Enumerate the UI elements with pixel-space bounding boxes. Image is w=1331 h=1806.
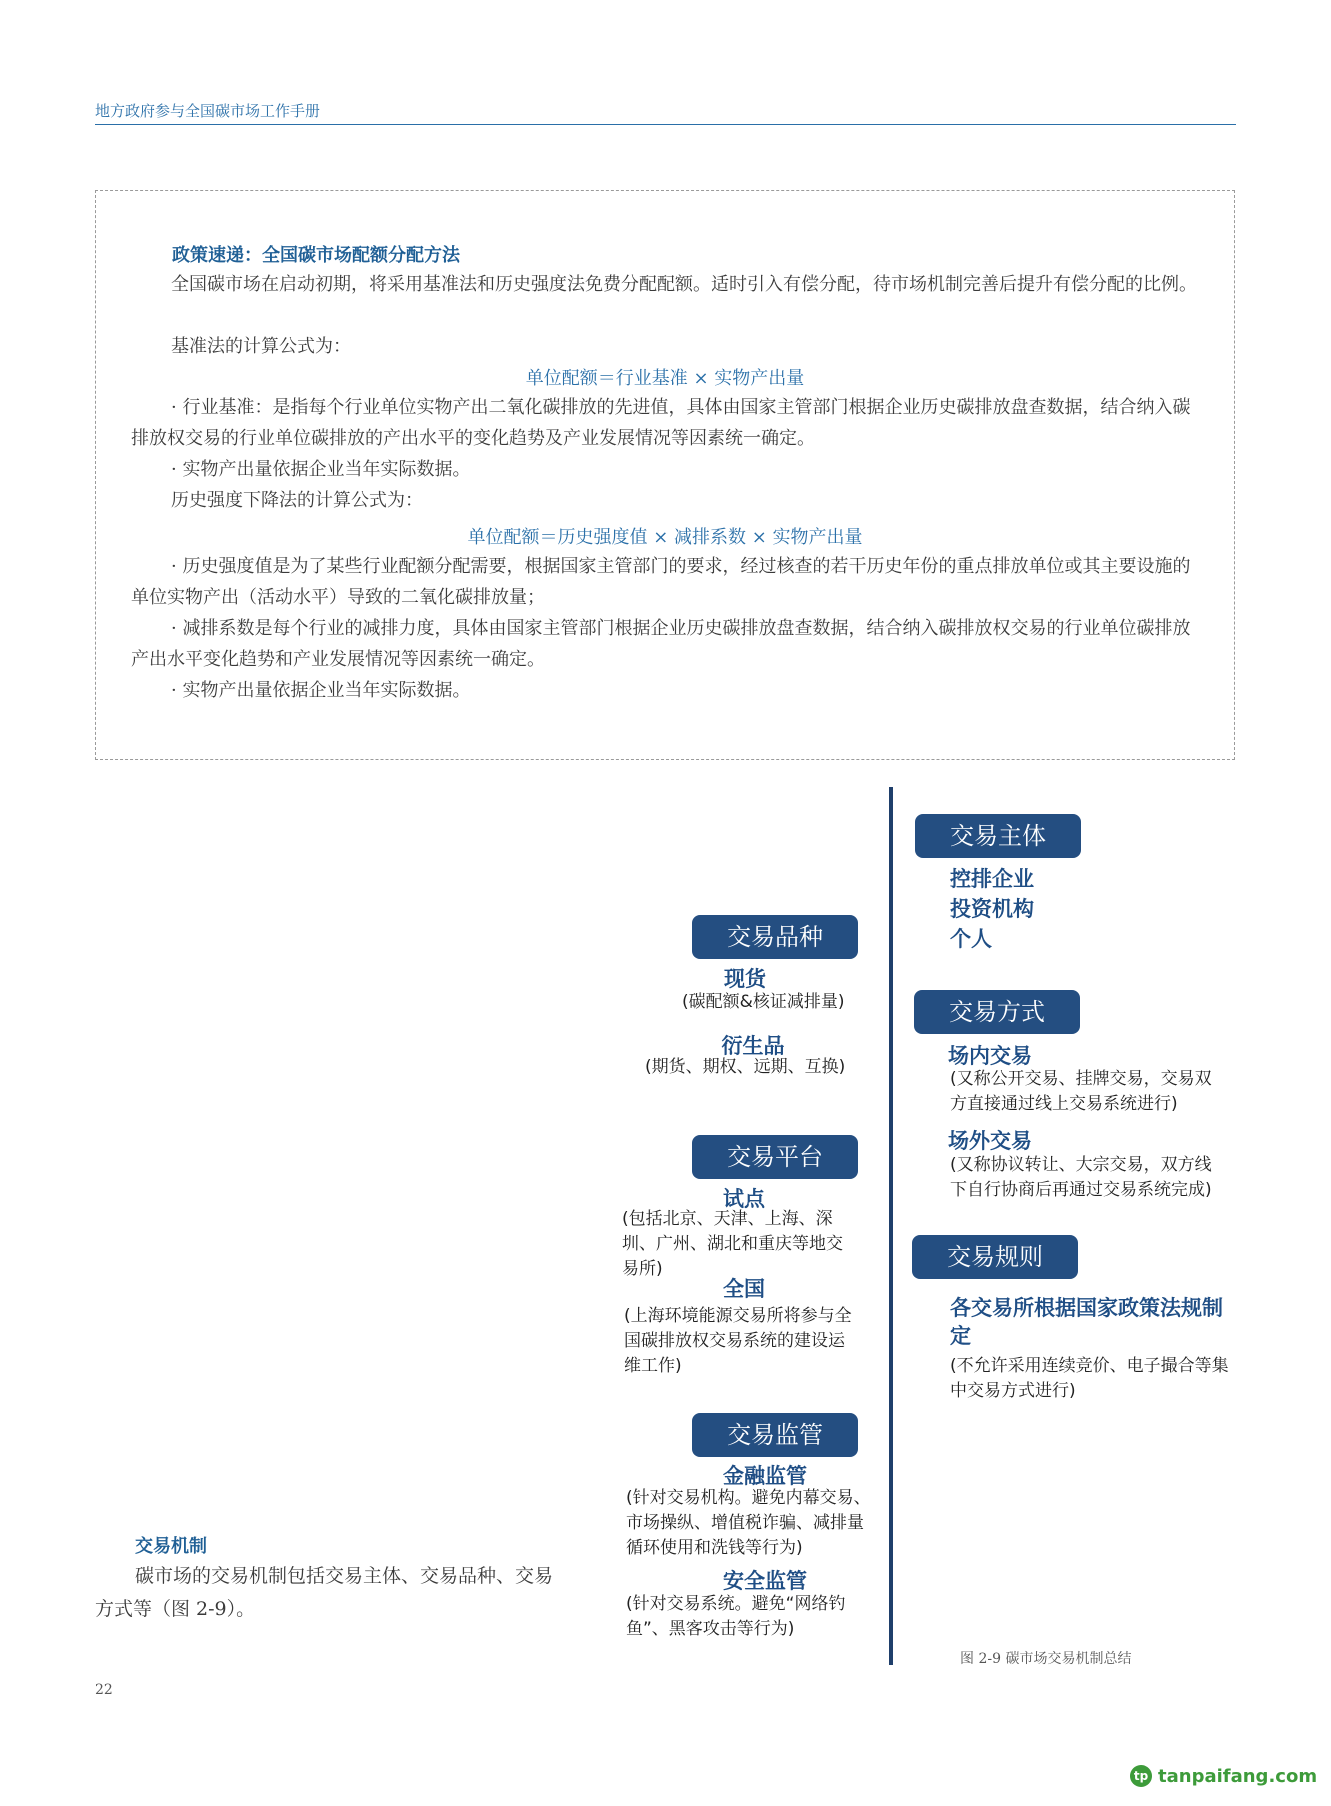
rules-note: (不允许采用连续竞价、电子撮合等集中交易方式进行) (950, 1356, 1229, 1401)
method-onsite-note: (又称公开交易、挂牌交易，交易双方直接通过线上交易系统进行) (950, 1069, 1212, 1114)
policy-box (95, 190, 1235, 760)
method-onsite: 场内交易 (948, 1044, 1032, 1068)
figure-caption: 图 2-9 碳市场交易机制总结 (960, 1651, 1132, 1667)
header-rule (95, 124, 1236, 125)
pill-rules: 交易规则 (912, 1235, 1078, 1279)
subject-item: 控排企业 (950, 867, 1034, 891)
rules-main: 各交易所根据国家政策法规制定 (950, 1296, 1223, 1348)
bullet-reduction-factor: · 减排系数是每个行业的减排力度，具体由国家主管部门根据企业历史碳排放盘查数据，结合纳入碳排放权交易的行业单位碳排放产出水平变化趋势和产业发展情况等因素统一确定。 (131, 618, 1191, 670)
supervision-security-note: (针对交易系统。避免“网络钓鱼”、黑客攻击等行为) (626, 1594, 846, 1639)
policy-title: 政策速递：全国碳市场配额分配方法 (172, 245, 460, 266)
platform-national: 全国 (723, 1277, 765, 1301)
pill-variety: 交易品种 (692, 915, 858, 959)
bullet-industry-benchmark: · 行业基准：是指每个行业单位实物产出二氧化碳排放的先进值，具体由国家主管部门根据企业历史碳排放盘查数据，结合纳入碳排放权交易的行业单位碳排放的产出水平的变化趋势及产业发展情况等因素统一确定。 (131, 397, 1191, 449)
formula-history: 单位配额＝历史强度值 × 减排系数 × 实物产出量 (467, 527, 863, 548)
mechanism-body: 碳市场的交易机制包括交易主体、交易品种、交易方式等（图 2-9）。 (95, 1565, 554, 1620)
watermark (1130, 1765, 1317, 1787)
pill-method: 交易方式 (914, 990, 1080, 1034)
variety-derivative-note: (期货、期权、远期、互换) (645, 1057, 846, 1077)
bullet-history-value: · 历史强度值是为了某些行业配额分配需要，根据国家主管部门的要求，经过核查的若干历史年份的重点排放单位或其主要设施的单位实物产出（活动水平）导致的二氧化碳排放量； (131, 556, 1191, 608)
pill-supervision: 交易监管 (692, 1413, 858, 1457)
method-offsite: 场外交易 (948, 1129, 1032, 1153)
policy-intro: 全国碳市场在启动初期，将采用基准法和历史强度法免费分配配额。适时引入有偿分配，待市场机制完善后提升有偿分配的比例。 (171, 274, 1197, 295)
method-offsite-note: (又称协议转让、大宗交易，双方线下自行协商后再通过交易系统完成) (950, 1155, 1212, 1200)
variety-derivative: 衍生品 (721, 1034, 785, 1058)
supervision-security: 安全监管 (723, 1569, 807, 1593)
bullet-output-2: · 实物产出量依据企业当年实际数据。 (171, 680, 471, 701)
platform-pilot-note: (包括北京、天津、上海、深圳、广州、湖北和重庆等地交易所) (622, 1209, 843, 1279)
formula-benchmark: 单位配额＝行业基准 × 实物产出量 (525, 368, 805, 389)
pill-subject: 交易主体 (915, 814, 1081, 858)
page-number: 22 (95, 1682, 113, 1698)
bullet-output-1: · 实物产出量依据企业当年实际数据。 (171, 459, 471, 480)
benchmark-label: 基准法的计算公式为： (171, 336, 351, 357)
subject-items (950, 864, 1034, 954)
watermark-text: tanpaifang.com (1158, 1765, 1318, 1787)
platform-national-note: (上海环境能源交易所将参与全国碳排放权交易系统的建设运维工作) (624, 1306, 852, 1376)
subject-item: 投资机构 (950, 897, 1034, 921)
platform-pilot: 试点 (723, 1187, 765, 1211)
running-header: 地方政府参与全国碳市场工作手册 (95, 102, 321, 120)
supervision-finance: 金融监管 (723, 1464, 807, 1488)
supervision-finance-note: (针对交易机构。避免内幕交易、市场操纵、增值税诈骗、减排量循环使用和洗钱等行为) (626, 1488, 871, 1558)
subject-item: 个人 (950, 927, 992, 951)
timeline-axis (889, 787, 893, 1665)
mechanism-title: 交易机制 (135, 1536, 207, 1557)
variety-spot-note: (碳配额&核证减排量) (682, 992, 845, 1012)
pill-platform: 交易平台 (692, 1135, 858, 1179)
history-label: 历史强度下降法的计算公式为： (171, 490, 423, 511)
watermark-logo-icon: tp (1130, 1765, 1152, 1787)
variety-spot: 现货 (724, 967, 766, 991)
